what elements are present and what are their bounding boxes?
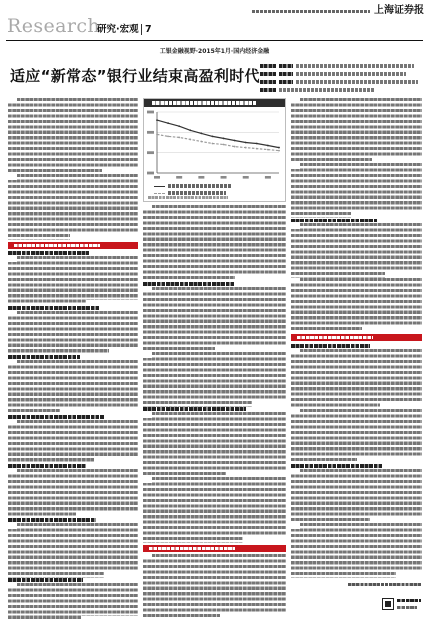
chart-data-point xyxy=(189,139,191,141)
chart-data-point xyxy=(278,147,280,149)
article-paragraph xyxy=(8,420,138,464)
chart-data-point xyxy=(178,125,180,127)
article-paragraph xyxy=(8,311,138,355)
legend-item xyxy=(154,190,226,196)
chart-data-point xyxy=(234,146,236,148)
legend-item xyxy=(154,183,232,189)
article-paragraph xyxy=(8,256,138,305)
author-attribution xyxy=(291,582,422,587)
chart-y-tick-label xyxy=(147,111,154,114)
chart-data-point xyxy=(245,147,247,149)
byline-name xyxy=(279,64,293,68)
byline-row xyxy=(260,80,418,84)
byline-label xyxy=(260,80,276,84)
byline-box xyxy=(258,62,422,94)
byline-label xyxy=(260,88,276,92)
chart-data-point xyxy=(267,149,269,151)
article-paragraph xyxy=(291,349,422,409)
section-label-chinese: 研究·宏观 xyxy=(97,24,139,35)
section-heading-bar xyxy=(8,242,138,249)
article-paragraph xyxy=(8,360,138,415)
logo-mark-icon xyxy=(382,598,394,610)
logo-wordmark-sub xyxy=(397,606,417,609)
section-heading-bar xyxy=(291,334,422,341)
chart-x-tick-label xyxy=(221,176,227,179)
chart-y-tick-label xyxy=(147,131,154,134)
article-paragraph xyxy=(291,523,422,578)
chart-data-point xyxy=(245,142,247,144)
chart-data-point xyxy=(278,150,280,152)
section-heading-bar xyxy=(143,545,286,552)
article-paragraph xyxy=(143,205,286,281)
chart-data-point xyxy=(167,136,169,138)
chart-data-point xyxy=(156,119,158,121)
section-divider xyxy=(141,24,142,35)
article-paragraph xyxy=(291,163,422,218)
article-paragraph xyxy=(8,469,138,518)
article-paragraph xyxy=(143,554,286,619)
chart-data-point xyxy=(256,143,258,145)
figure-chart xyxy=(145,108,284,182)
byline-label xyxy=(260,64,276,68)
chart-data-point xyxy=(200,141,202,143)
issue-date-line xyxy=(252,10,370,13)
byline-row xyxy=(260,64,414,68)
header-rule xyxy=(6,40,423,41)
legend-swatch xyxy=(154,186,165,187)
column-middle xyxy=(143,98,286,619)
chart-data-point xyxy=(223,138,225,140)
section-label-english: Research xyxy=(7,15,101,37)
chart-data-point xyxy=(223,144,225,146)
byline-affiliation xyxy=(296,64,414,68)
byline-affiliation xyxy=(296,80,418,84)
newspaper-masthead: 上海证券报 xyxy=(374,5,424,16)
article-title: 适应“新常态”银行业结束高盈利时代 xyxy=(10,67,260,85)
article-paragraph xyxy=(8,98,138,174)
figure-title-bar xyxy=(144,99,285,107)
section-heading-text xyxy=(297,336,373,339)
chart-data-point xyxy=(212,136,214,138)
section-heading-text xyxy=(149,547,235,550)
article-paragraph xyxy=(291,469,422,524)
byline-affiliation xyxy=(279,88,375,92)
chart-x-tick-label xyxy=(176,176,182,179)
chart-y-tick-label xyxy=(147,172,154,175)
chart-data-point xyxy=(200,132,202,134)
chart-data-point xyxy=(256,148,258,150)
chart-data-point xyxy=(156,133,158,135)
byline-row xyxy=(260,88,375,92)
figure xyxy=(143,98,286,202)
chart-data-point xyxy=(212,143,214,145)
chart-x-tick-label xyxy=(243,176,249,179)
chart-x-tick-label xyxy=(265,176,271,179)
publisher-logo xyxy=(382,595,422,621)
chart-x-tick-label xyxy=(154,176,160,179)
chart-x-tick-label xyxy=(198,176,204,179)
article-paragraph xyxy=(143,412,286,477)
article-paragraph xyxy=(143,477,286,542)
legend-swatch xyxy=(154,193,165,194)
chart-data-point xyxy=(267,145,269,147)
article-paragraph xyxy=(291,223,422,278)
article-paragraph xyxy=(291,409,422,464)
byline-name xyxy=(279,72,293,76)
article-paragraph xyxy=(8,523,138,578)
article-paragraph xyxy=(8,583,138,621)
legend-label xyxy=(168,184,232,187)
figure-source-note xyxy=(148,196,228,199)
page-number: 7 xyxy=(145,24,152,35)
article-paragraph xyxy=(8,174,138,239)
chart-data-point xyxy=(167,122,169,124)
column-left xyxy=(8,98,138,621)
byline-affiliation xyxy=(296,72,406,76)
column-right xyxy=(291,98,422,587)
chart-data-point xyxy=(178,137,180,139)
section-heading-text xyxy=(14,244,100,247)
chart-data-point xyxy=(189,129,191,131)
article-paragraph xyxy=(291,98,422,163)
figure-title-text xyxy=(152,101,256,104)
byline-name xyxy=(279,80,293,84)
chart-data-point xyxy=(234,140,236,142)
article-paragraph xyxy=(143,287,286,352)
logo-wordmark xyxy=(397,599,421,602)
byline-label xyxy=(260,72,276,76)
legend-label xyxy=(168,191,226,194)
article-paragraph xyxy=(143,352,286,407)
column-banner: 工银金融视野·2015年1月·国内经济金融 xyxy=(159,48,270,55)
chart-y-tick-label xyxy=(147,151,154,154)
article-paragraph xyxy=(291,278,422,333)
byline-row xyxy=(260,72,406,76)
